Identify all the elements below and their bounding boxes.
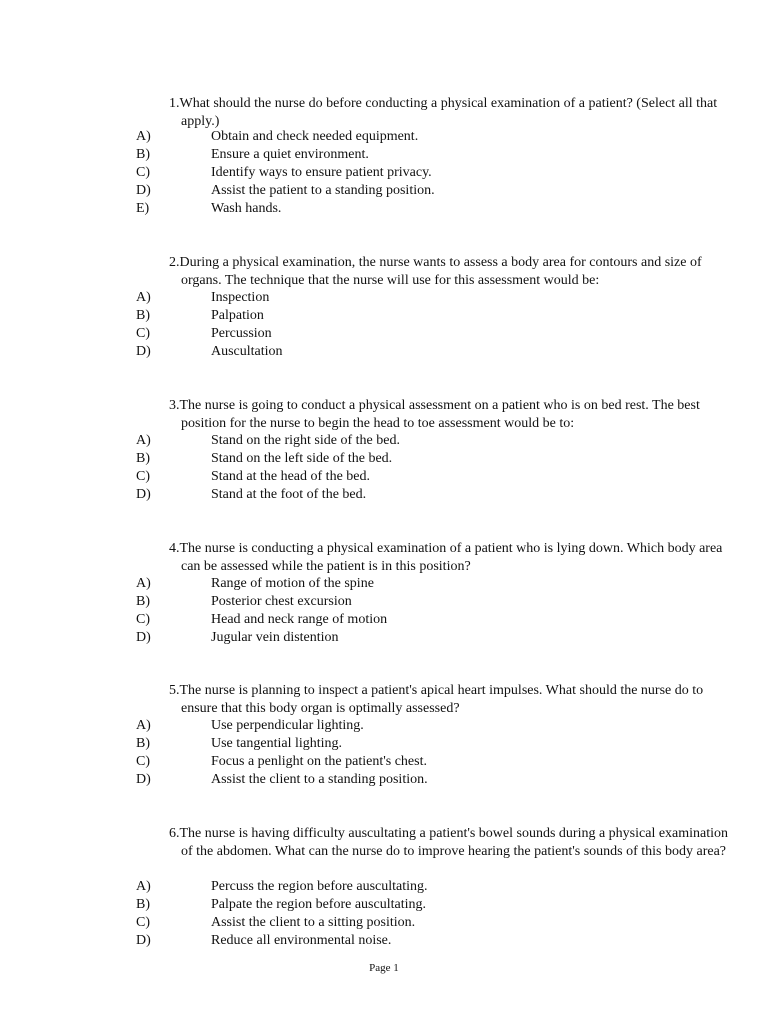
answer-option bbox=[0, 896, 768, 914]
answer-option bbox=[0, 629, 768, 647]
question-stem bbox=[169, 540, 741, 575]
option-letter: D) bbox=[136, 772, 151, 787]
option-letter: E) bbox=[136, 201, 150, 216]
option-letter: C) bbox=[136, 754, 150, 769]
option-letter: B) bbox=[136, 736, 150, 751]
option-letter: C) bbox=[136, 915, 150, 930]
answer-option bbox=[0, 200, 768, 218]
answer-option bbox=[0, 182, 768, 200]
option-text: Focus a penlight on the patient's chest. bbox=[211, 754, 427, 769]
question-stem bbox=[169, 682, 741, 717]
question-stem bbox=[169, 825, 741, 860]
answer-option bbox=[0, 343, 768, 361]
option-letter: C) bbox=[136, 469, 150, 484]
option-text: Reduce all environmental noise. bbox=[211, 933, 392, 948]
answer-option bbox=[0, 450, 768, 468]
option-text: Stand at the foot of the bed. bbox=[211, 487, 367, 502]
option-text: Stand on the left side of the bed. bbox=[211, 451, 393, 466]
option-letter: D) bbox=[136, 344, 151, 359]
option-letter: A) bbox=[136, 290, 151, 305]
answer-option bbox=[0, 164, 768, 182]
option-text: Obtain and check needed equipment. bbox=[211, 129, 419, 144]
question-text: What should the nurse do before conducting a physical examination of a patient? (Select all that apply.) bbox=[179, 96, 718, 129]
option-letter: A) bbox=[136, 129, 151, 144]
answer-option bbox=[0, 468, 768, 486]
option-letter: C) bbox=[136, 165, 150, 180]
question-text: The nurse is having difficulty auscultating a patient's bowel sounds during a physical examination of the abdomen. What can the nurse do to improve hearing the patient's sounds of this body area? bbox=[179, 826, 729, 859]
option-letter: A) bbox=[136, 718, 151, 733]
question-number: 6. bbox=[169, 826, 180, 841]
option-text: Jugular vein distention bbox=[211, 630, 339, 645]
question-text: The nurse is planning to inspect a patient's apical heart impulses. What should the nurse do to ensure that this body organ is optimally assessed? bbox=[179, 683, 704, 716]
option-text: Wash hands. bbox=[211, 201, 282, 216]
option-text: Range of motion of the spine bbox=[211, 576, 374, 591]
option-letter: B) bbox=[136, 308, 150, 323]
option-letter: B) bbox=[136, 897, 150, 912]
answer-option bbox=[0, 128, 768, 146]
answer-option bbox=[0, 878, 768, 896]
option-letter: B) bbox=[136, 594, 150, 609]
option-text: Assist the client to a sitting position. bbox=[211, 915, 416, 930]
option-letter: A) bbox=[136, 879, 151, 894]
option-text: Ensure a quiet environment. bbox=[211, 147, 369, 162]
answer-option bbox=[0, 307, 768, 325]
option-letter: B) bbox=[136, 147, 150, 162]
question-text: The nurse is going to conduct a physical assessment on a patient who is on bed rest. The best position for the nurse to begin the head to toe assessment would be to: bbox=[179, 398, 700, 431]
answer-option bbox=[0, 753, 768, 771]
question-text: The nurse is conducting a physical examination of a patient who is lying down. Which body area can be assessed while the patient is in this position? bbox=[179, 541, 723, 574]
option-letter: A) bbox=[136, 433, 151, 448]
question-number: 4. bbox=[169, 541, 180, 556]
option-letter: D) bbox=[136, 933, 151, 948]
answer-option bbox=[0, 611, 768, 629]
option-text: Palpation bbox=[211, 308, 264, 323]
answer-option bbox=[0, 735, 768, 753]
option-text: Use perpendicular lighting. bbox=[211, 718, 364, 733]
option-text: Percuss the region before auscultating. bbox=[211, 879, 428, 894]
answer-option bbox=[0, 575, 768, 593]
answer-option bbox=[0, 146, 768, 164]
question-number: 2. bbox=[169, 255, 180, 270]
answer-option bbox=[0, 932, 768, 950]
answer-option bbox=[0, 593, 768, 611]
question-stem bbox=[169, 254, 741, 289]
option-text: Auscultation bbox=[211, 344, 283, 359]
option-text: Assist the client to a standing position. bbox=[211, 772, 428, 787]
answer-option bbox=[0, 771, 768, 789]
option-text: Posterior chest excursion bbox=[211, 594, 352, 609]
answer-option bbox=[0, 486, 768, 504]
option-letter: D) bbox=[136, 487, 151, 502]
option-text: Inspection bbox=[211, 290, 270, 305]
answer-option bbox=[0, 717, 768, 735]
option-letter: D) bbox=[136, 630, 151, 645]
option-text: Stand on the right side of the bed. bbox=[211, 433, 400, 448]
option-text: Percussion bbox=[211, 326, 272, 341]
option-text: Stand at the head of the bed. bbox=[211, 469, 371, 484]
question-text: During a physical examination, the nurse wants to assess a body area for contours and size of organs. The technique that the nurse will use for this assessment would be: bbox=[179, 255, 702, 288]
page-number: Page 1 bbox=[369, 962, 399, 974]
option-letter: C) bbox=[136, 612, 150, 627]
question-number: 3. bbox=[169, 398, 180, 413]
option-text: Use tangential lighting. bbox=[211, 736, 343, 751]
option-text: Identify ways to ensure patient privacy. bbox=[211, 165, 432, 180]
answer-option bbox=[0, 914, 768, 932]
option-letter: B) bbox=[136, 451, 150, 466]
question-stem bbox=[169, 397, 741, 432]
option-text: Head and neck range of motion bbox=[211, 612, 388, 627]
question-stem bbox=[169, 95, 741, 130]
option-text: Assist the patient to a standing position. bbox=[211, 183, 435, 198]
answer-option bbox=[0, 432, 768, 450]
answer-option bbox=[0, 289, 768, 307]
question-number: 1. bbox=[169, 96, 180, 111]
answer-option bbox=[0, 325, 768, 343]
option-letter: A) bbox=[136, 576, 151, 591]
option-text: Palpate the region before auscultating. bbox=[211, 897, 426, 912]
question-number: 5. bbox=[169, 683, 180, 698]
option-letter: D) bbox=[136, 183, 151, 198]
option-letter: C) bbox=[136, 326, 150, 341]
